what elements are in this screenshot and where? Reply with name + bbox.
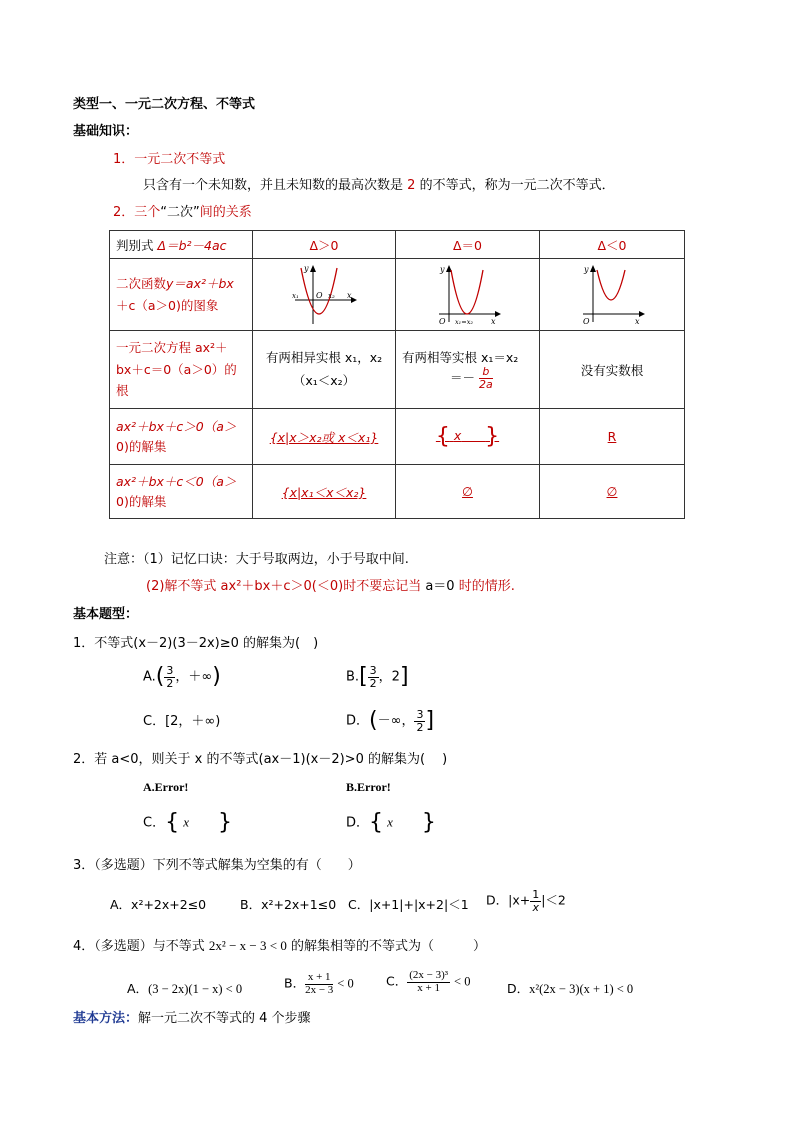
fraction-denominator: 2 xyxy=(369,677,377,691)
fraction-denominator: 2 xyxy=(166,677,174,691)
q4-option-c-rest: < 0 xyxy=(454,974,471,989)
header-delta-zero: Δ＝0 xyxy=(396,231,540,259)
row-graph-label-b: y＝ax²＋bx xyxy=(166,276,234,292)
q1-option-a-fraction xyxy=(164,665,175,689)
roots-double xyxy=(396,331,540,409)
header-discriminant xyxy=(110,231,253,259)
origin-label: O xyxy=(316,290,323,300)
right-paren-icon: ) xyxy=(212,664,221,689)
right-brace-icon: } xyxy=(421,810,436,835)
graph-no-root xyxy=(540,259,685,331)
q1-option-a-rest: ，＋∞ xyxy=(175,669,213,685)
right-bracket-icon: ] xyxy=(399,664,409,689)
roots-double-a: 有两相等实根 x₁＝x₂ xyxy=(402,349,519,365)
graph-double-root xyxy=(396,259,540,331)
method-label: 基本方法： xyxy=(73,1011,139,1026)
knowledge-1-text-b: 的不等式，称为一元二次不等式． xyxy=(419,178,615,193)
q1-option-b-rest: ，2 xyxy=(378,669,400,685)
q4-stem-b: 的解集相等的不等式为（ ） xyxy=(290,939,486,954)
q2-option-c-var: x xyxy=(183,814,189,830)
note-label: 注意： xyxy=(104,552,144,567)
q2-option-d-var: x xyxy=(387,814,393,830)
row-less-label-b: 0)的解集 xyxy=(116,493,167,509)
fraction-denominator: x xyxy=(532,901,539,914)
right-brace-icon: } xyxy=(485,424,500,449)
q2-option-a: A.Error! xyxy=(143,780,189,794)
knowledge-1-number: 2 xyxy=(407,178,416,193)
x-axis-arrow xyxy=(351,297,357,303)
q2-option-c-label: C． xyxy=(143,815,166,831)
left-brace-icon: { xyxy=(165,810,180,835)
knowledge-2-title-a: 2．三个 xyxy=(113,205,161,220)
q4-option-b-rest: < 0 xyxy=(337,976,354,991)
q3-option-d-a: D．|x+ xyxy=(486,892,531,908)
q4-option-a-expression: (3 − 2x)(1 − x) < 0 xyxy=(148,982,243,996)
basic-types-label: 基本题型： xyxy=(73,607,139,622)
left-brace-icon: { xyxy=(435,424,450,449)
y-label: y xyxy=(304,263,309,273)
note-line-2-c: 时的情形. xyxy=(458,579,515,594)
less-solution-two-roots xyxy=(253,465,396,519)
q3-stem: 3．（多选题）下列不等式解集为空集的有（ ） xyxy=(73,858,361,873)
q1-option-d-label: D． xyxy=(346,713,370,729)
q4-option-a-label: A． xyxy=(127,981,149,996)
q1-option-b xyxy=(346,664,409,690)
row-graph-label xyxy=(110,259,253,331)
q4-option-c xyxy=(386,970,470,994)
greater-solution-no-root-text: R xyxy=(607,429,617,444)
row-graph-label-c: ＋c（a＞0)的图象 xyxy=(116,297,219,313)
parabola-two-roots-graph xyxy=(291,264,357,326)
row-greater-label-a: ax²＋bx＋c＞0（a＞ xyxy=(116,418,237,434)
right-brace-icon: } xyxy=(217,810,232,835)
q2-option-d xyxy=(346,810,436,836)
fraction-numerator: (2x − 3)³ xyxy=(409,969,449,981)
left-bracket-icon: [ xyxy=(359,664,368,689)
note-line-2-a: (2)解不等式 ax²＋bx＋c＞0(＜0)时不要忘记当 xyxy=(146,579,422,594)
row-graph-label-a: 二次函数 xyxy=(116,276,167,292)
knowledge-2-title-b: 间的关系 xyxy=(199,205,252,220)
q1-option-b-label: B. xyxy=(346,669,360,685)
x1-label: x₁ xyxy=(292,291,299,300)
q3-option-a: A．x²+2x+2≤0 xyxy=(110,897,207,912)
parabola-curve xyxy=(451,270,483,314)
fraction-denominator: 2a xyxy=(479,378,493,392)
q4-option-d-label: D． xyxy=(507,981,530,996)
graph-two-roots xyxy=(253,259,396,331)
less-solution-double-root xyxy=(396,465,540,519)
q3-option-b: B．x²+2x+1≤0 xyxy=(240,897,337,912)
knowledge-1-text xyxy=(143,178,615,194)
fraction-numerator: 3 xyxy=(369,664,377,678)
method-line xyxy=(73,1011,311,1027)
parabola-curve xyxy=(597,270,625,300)
basic-knowledge-label: 基础知识： xyxy=(73,124,139,139)
greater-solution-double-root-var: x xyxy=(453,428,462,443)
q4-option-b xyxy=(284,972,354,996)
table-row-less-solution xyxy=(110,465,685,519)
row-roots-label-a: 一元二次方程 ax²＋ xyxy=(116,339,228,355)
x-axis-arrow xyxy=(495,311,501,317)
q4-option-d-expression: x²(2x − 3)(x + 1) < 0 xyxy=(529,982,634,996)
q1-option-a xyxy=(143,664,221,690)
y-axis-arrow xyxy=(310,265,316,272)
q4-stem-a: 4．（多选题）与不等式 xyxy=(73,939,205,954)
fraction-numerator: 3 xyxy=(416,708,424,722)
knowledge-2-title-quote: “二次” xyxy=(160,205,200,220)
row-less-label-a: ax²＋bx＋c＜0（a＞ xyxy=(116,473,237,489)
section-title: 类型一、一元二次方程、不等式 xyxy=(73,97,256,112)
greater-solution-double-root xyxy=(396,409,540,465)
q1-option-b-fraction xyxy=(368,665,379,689)
q4-option-a xyxy=(127,981,242,997)
less-solution-no-root-text: ∅ xyxy=(606,484,618,499)
q1-option-a-label: A. xyxy=(143,669,156,685)
note-line-1 xyxy=(104,552,409,568)
q4-stem xyxy=(73,938,486,955)
origin-label: O xyxy=(438,316,446,326)
origin-label: O xyxy=(583,316,590,326)
x2-label: x₂ xyxy=(328,291,335,300)
roots-double-minus: ＝－ xyxy=(450,369,476,385)
fraction-denominator: 2 xyxy=(416,721,424,735)
knowledge-2-title xyxy=(113,205,252,221)
fraction-denominator: x + 1 xyxy=(417,982,440,994)
x-label: x xyxy=(635,316,640,326)
greater-solution-no-root xyxy=(540,409,685,465)
greater-solution-two-roots-text: {x|x＞x₂或 x＜x₁} xyxy=(269,429,379,445)
fraction-numerator: b xyxy=(479,366,493,379)
roots-two-distinct-b: （x₁＜x₂） xyxy=(292,372,356,388)
left-paren-icon: ( xyxy=(155,664,165,689)
knowledge-1-text-a: 只含有一个未知数，并且未知数的最高次数是 xyxy=(143,178,404,193)
row-roots-label-c: 根 xyxy=(116,383,129,399)
q2-option-d-label: D． xyxy=(346,815,370,831)
q2-option-c xyxy=(143,810,232,836)
q4-option-d xyxy=(507,981,633,997)
row-roots-label xyxy=(110,331,253,409)
less-solution-double-root-text: ∅ xyxy=(462,484,473,499)
header-delta-positive: Δ＞0 xyxy=(253,231,396,259)
q3-option-d-b: |＜2 xyxy=(541,892,566,908)
parabola-double-root-graph xyxy=(435,264,501,326)
roots-two-distinct xyxy=(253,331,396,409)
table-row-roots xyxy=(110,331,685,409)
table-header-row xyxy=(110,231,685,259)
q2-stem: 2．若 a<0，则关于 x 的不等式(ax－1)(x－2)>0 的解集为( ) xyxy=(73,752,448,767)
fraction-numerator: 3 xyxy=(166,664,174,678)
left-paren-icon: ( xyxy=(369,708,378,733)
header-delta: Δ xyxy=(157,237,167,253)
q4-option-c-label: C． xyxy=(386,973,408,989)
q4-stem-expression: 2x² − x − 3 < 0 xyxy=(208,938,287,953)
parabola-no-root-graph xyxy=(579,264,645,326)
knowledge-1-title: 1．一元二次不等式 xyxy=(113,152,226,167)
fraction-numerator: 1 xyxy=(532,888,540,901)
q1-option-d-fraction xyxy=(414,709,425,733)
roots-two-distinct-a: 有两相异实根 x₁，x₂ xyxy=(265,350,383,365)
roots-none: 没有实数根 xyxy=(540,331,685,409)
method-text: 解一元二次不等式的 4 个步骤 xyxy=(138,1011,311,1026)
greater-solution-double-root-set xyxy=(435,424,500,449)
note-line-1-text: （1）记忆口诀：大于号取两边，小于号取中间. xyxy=(143,552,409,567)
q4-option-b-fraction xyxy=(305,972,333,996)
x1-equals-x2-label: x₁=x₂ xyxy=(454,317,473,326)
roots-double-fraction xyxy=(479,366,493,390)
q2-option-b: B.Error! xyxy=(346,780,391,794)
table-row-graph xyxy=(110,259,685,331)
q4-option-c-fraction xyxy=(407,970,450,994)
x-label: x xyxy=(490,316,496,326)
table-row-greater-solution xyxy=(110,409,685,465)
x-label: x xyxy=(347,290,352,300)
note-line-2 xyxy=(146,579,515,595)
q1-option-c: C．[2，＋∞) xyxy=(143,714,221,729)
q4-option-b-label: B． xyxy=(284,975,306,991)
note-line-2-b: a＝0 xyxy=(425,579,455,594)
left-brace-icon: { xyxy=(369,810,384,835)
row-greater-label xyxy=(110,409,253,465)
row-less-label xyxy=(110,465,253,519)
y-label: y xyxy=(584,264,589,274)
greater-solution-two-roots xyxy=(253,409,396,465)
q3-option-d-fraction xyxy=(530,889,541,913)
less-solution-two-roots-text: {x|x₁＜x＜x₂} xyxy=(281,484,367,500)
fraction-denominator: 2x − 3 xyxy=(305,984,334,996)
quadratic-relations-table xyxy=(109,230,685,519)
q1-option-d xyxy=(346,708,434,734)
less-solution-no-root xyxy=(540,465,685,519)
row-greater-label-b: 0)的解集 xyxy=(116,438,167,454)
y-label: y xyxy=(439,264,445,274)
y-axis-arrow xyxy=(590,265,596,272)
q1-stem: 1．不等式(x－2)(3－2x)≥0 的解集为( ) xyxy=(73,636,319,651)
fraction-numerator: x + 1 xyxy=(305,972,333,985)
header-discriminant-label: 判别式 xyxy=(116,237,154,253)
right-bracket-icon: ] xyxy=(425,708,435,733)
q3-option-d xyxy=(486,889,566,913)
header-discriminant-formula: ＝b²－4ac xyxy=(166,237,227,253)
header-delta-negative: Δ＜0 xyxy=(540,231,685,259)
row-roots-label-b: bx＋c＝0（a＞0）的 xyxy=(116,361,237,377)
q3-option-c: C．|x+1|+|x+2|＜1 xyxy=(348,897,469,912)
q1-option-d-mid: －∞， xyxy=(377,713,415,729)
x-axis-arrow xyxy=(639,311,645,317)
